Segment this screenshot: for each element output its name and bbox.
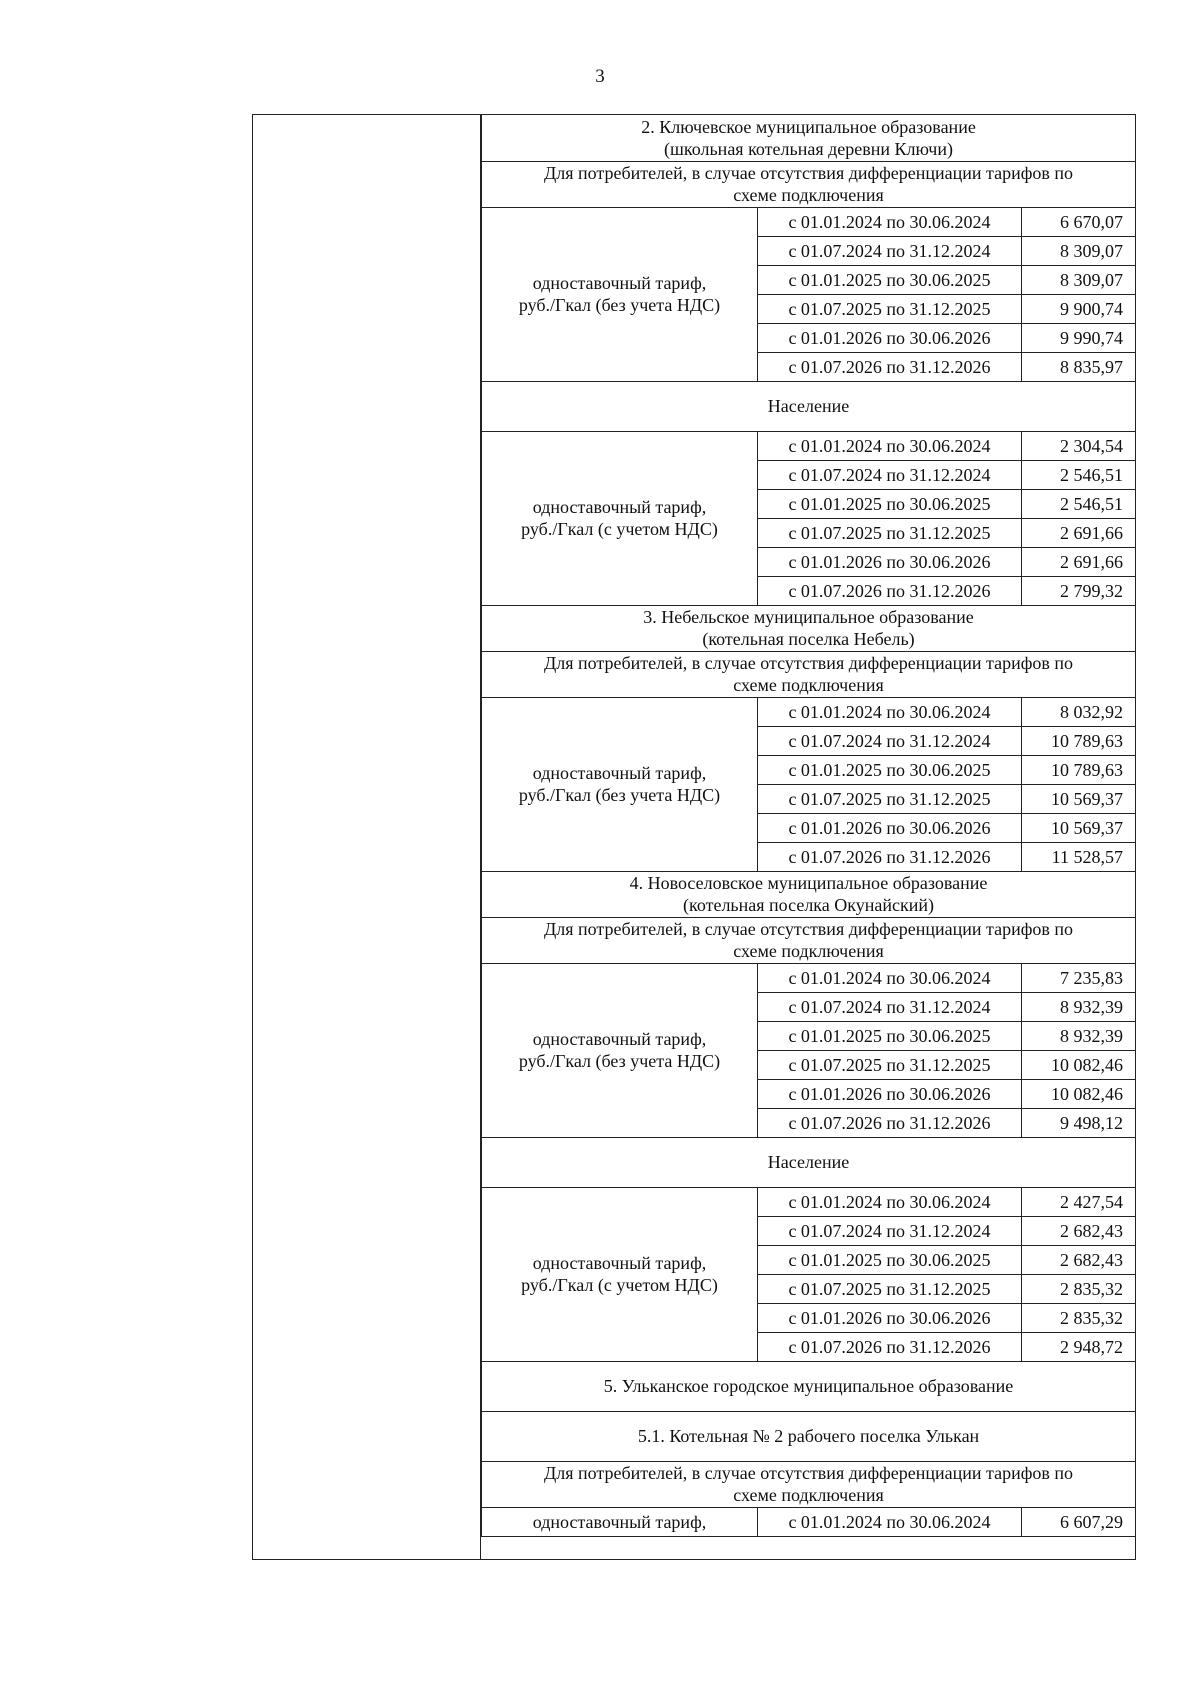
group-heading (482, 917, 1136, 963)
period-cell: с 01.01.2025 по 30.06.2025 (758, 1245, 1022, 1274)
group-heading (482, 381, 1136, 431)
period-cell: с 01.07.2025 по 31.12.2025 (758, 518, 1022, 547)
text-line: (котельная поселка Окунайский) (683, 895, 934, 915)
value-cell: 10 569,37 (1022, 813, 1136, 842)
table-row (482, 697, 1136, 726)
period-cell: с 01.01.2024 по 30.06.2024 (758, 207, 1022, 236)
period-cell: с 01.01.2024 по 30.06.2024 (758, 697, 1022, 726)
text-line: Население (767, 1152, 850, 1172)
period-cell: с 01.01.2025 по 30.06.2025 (758, 755, 1022, 784)
tariff-label (482, 431, 758, 605)
period-cell: с 01.07.2024 по 31.12.2024 (758, 992, 1022, 1021)
text-line: схеме подключения (733, 941, 884, 961)
text-line: одноставочный тариф, (532, 1253, 707, 1273)
value-cell: 2 682,43 (1022, 1216, 1136, 1245)
text-line: одноставочный тариф, (532, 273, 707, 293)
value-cell: 2 799,32 (1022, 576, 1136, 605)
group-heading-row (482, 381, 1136, 431)
value-cell: 2 835,32 (1022, 1274, 1136, 1303)
section-heading-row (482, 1361, 1136, 1411)
subheading (482, 1411, 1136, 1461)
text-line: руб./Гкал (с учетом НДС) (521, 519, 718, 539)
value-cell: 8 835,97 (1022, 352, 1136, 381)
group-heading-row (482, 161, 1136, 207)
period-cell: с 01.01.2024 по 30.06.2024 (758, 431, 1022, 460)
table-row (482, 1507, 1136, 1536)
period-cell: с 01.01.2024 по 30.06.2024 (758, 1507, 1022, 1536)
period-cell: с 01.07.2024 по 31.12.2024 (758, 726, 1022, 755)
value-cell: 6 607,29 (1022, 1507, 1136, 1536)
value-cell: 10 569,37 (1022, 784, 1136, 813)
text-line: одноставочный тариф, (532, 1511, 707, 1532)
value-cell: 2 546,51 (1022, 460, 1136, 489)
value-cell: 11 528,57 (1022, 842, 1136, 871)
text-line: руб./Гкал (без учета НДС) (518, 785, 721, 805)
text-line: 3. Небельское муниципальное образование (643, 607, 974, 627)
period-cell: с 01.07.2026 по 31.12.2026 (758, 842, 1022, 871)
section-heading (482, 871, 1136, 917)
section-heading (482, 115, 1136, 161)
period-cell: с 01.01.2026 по 30.06.2026 (758, 1303, 1022, 1332)
group-heading (482, 651, 1136, 697)
text-line: руб./Гкал (без учета НДС) (518, 1051, 721, 1071)
value-cell: 9 900,74 (1022, 294, 1136, 323)
tariff-table (481, 115, 1136, 1537)
left-column-empty (253, 115, 481, 1559)
group-heading-row (482, 1461, 1136, 1507)
table-row (482, 431, 1136, 460)
text-line: руб./Гкал (с учетом НДС) (521, 1275, 718, 1295)
value-cell: 10 789,63 (1022, 755, 1136, 784)
text-line: Для потребителей, в случае отсутствия дифференциации тарифов по (544, 919, 1073, 939)
period-cell: с 01.07.2025 по 31.12.2025 (758, 294, 1022, 323)
text-line: схеме подключения (733, 675, 884, 695)
value-cell: 2 546,51 (1022, 489, 1136, 518)
period-cell: с 01.07.2025 по 31.12.2025 (758, 784, 1022, 813)
value-cell: 10 082,46 (1022, 1079, 1136, 1108)
section-heading (482, 1361, 1136, 1411)
period-cell: с 01.07.2025 по 31.12.2025 (758, 1050, 1022, 1079)
text-line: Для потребителей, в случае отсутствия дифференциации тарифов по (544, 1463, 1073, 1483)
period-cell: с 01.07.2026 по 31.12.2026 (758, 576, 1022, 605)
period-cell: с 01.07.2026 по 31.12.2026 (758, 1108, 1022, 1137)
value-cell: 2 682,43 (1022, 1245, 1136, 1274)
period-cell: с 01.07.2026 по 31.12.2026 (758, 1332, 1022, 1361)
tariff-label (482, 1187, 758, 1361)
value-cell: 7 235,83 (1022, 963, 1136, 992)
value-cell: 9 498,12 (1022, 1108, 1136, 1137)
table-row (482, 207, 1136, 236)
subheading-row (482, 1411, 1136, 1461)
value-cell: 6 670,07 (1022, 207, 1136, 236)
period-cell: с 01.01.2026 по 30.06.2026 (758, 1079, 1022, 1108)
tariff-document-table (252, 114, 1136, 1560)
text-line: одноставочный тариф, (532, 1029, 707, 1049)
period-cell: с 01.01.2025 по 30.06.2025 (758, 265, 1022, 294)
period-cell: с 01.01.2026 по 30.06.2026 (758, 813, 1022, 842)
table-row (482, 963, 1136, 992)
value-cell: 8 032,92 (1022, 697, 1136, 726)
section-heading-row (482, 115, 1136, 161)
period-cell: с 01.01.2025 по 30.06.2025 (758, 1021, 1022, 1050)
text-line: 4. Новоселовское муниципальное образование (629, 873, 988, 893)
value-cell: 2 304,54 (1022, 431, 1136, 460)
period-cell: с 01.01.2026 по 30.06.2026 (758, 323, 1022, 352)
value-cell: 2 691,66 (1022, 547, 1136, 576)
period-cell: с 01.07.2026 по 31.12.2026 (758, 352, 1022, 381)
period-cell: с 01.07.2024 по 31.12.2024 (758, 460, 1022, 489)
period-cell: с 01.01.2024 по 30.06.2024 (758, 1187, 1022, 1216)
value-cell: 10 789,63 (1022, 726, 1136, 755)
period-cell: с 01.07.2024 по 31.12.2024 (758, 236, 1022, 265)
text-line: схеме подключения (733, 185, 884, 205)
value-cell: 9 990,74 (1022, 323, 1136, 352)
value-cell: 8 932,39 (1022, 992, 1136, 1021)
text-line: (школьная котельная деревни Ключи) (664, 138, 953, 159)
tariff-label (482, 963, 758, 1137)
tariff-label (482, 697, 758, 871)
group-heading-row (482, 917, 1136, 963)
value-cell: 8 309,07 (1022, 236, 1136, 265)
text-line: Население (767, 396, 850, 416)
value-cell: 8 932,39 (1022, 1021, 1136, 1050)
value-cell: 2 427,54 (1022, 1187, 1136, 1216)
text-line: одноставочный тариф, (532, 497, 707, 517)
page-number: 3 (595, 66, 605, 87)
value-cell: 2 835,32 (1022, 1303, 1136, 1332)
period-cell: с 01.07.2025 по 31.12.2025 (758, 1274, 1022, 1303)
tariff-label (482, 207, 758, 381)
tariff-label (482, 1507, 758, 1536)
text-line: 2. Ключевское муниципальное образование (641, 116, 976, 137)
text-line: Для потребителей, в случае отсутствия дифференциации тарифов по (544, 163, 1073, 183)
period-cell: с 01.07.2024 по 31.12.2024 (758, 1216, 1022, 1245)
subheading-text: 5.1. Котельная № 2 рабочего поселка Улькан (637, 1426, 980, 1446)
value-cell: 8 309,07 (1022, 265, 1136, 294)
table-row (482, 1187, 1136, 1216)
period-cell: с 01.01.2024 по 30.06.2024 (758, 963, 1022, 992)
group-heading (482, 1137, 1136, 1187)
text-line: Для потребителей, в случае отсутствия дифференциации тарифов по (544, 653, 1073, 673)
value-cell: 2 691,66 (1022, 518, 1136, 547)
text-line: схеме подключения (733, 1485, 884, 1505)
group-heading (482, 161, 1136, 207)
period-cell: с 01.01.2025 по 30.06.2025 (758, 489, 1022, 518)
group-heading-row (482, 1137, 1136, 1187)
text-line: руб./Гкал (без учета НДС) (518, 295, 721, 315)
value-cell: 10 082,46 (1022, 1050, 1136, 1079)
group-heading (482, 1461, 1136, 1507)
value-cell: 2 948,72 (1022, 1332, 1136, 1361)
section-heading-row (482, 605, 1136, 651)
text-line: (котельная поселка Небель) (702, 629, 915, 649)
text-line: одноставочный тариф, (532, 763, 707, 783)
group-heading-row (482, 651, 1136, 697)
section-heading-row (482, 871, 1136, 917)
text-line: 5. Ульканское городское муниципальное образование (603, 1376, 1014, 1396)
section-heading (482, 605, 1136, 651)
period-cell: с 01.01.2026 по 30.06.2026 (758, 547, 1022, 576)
